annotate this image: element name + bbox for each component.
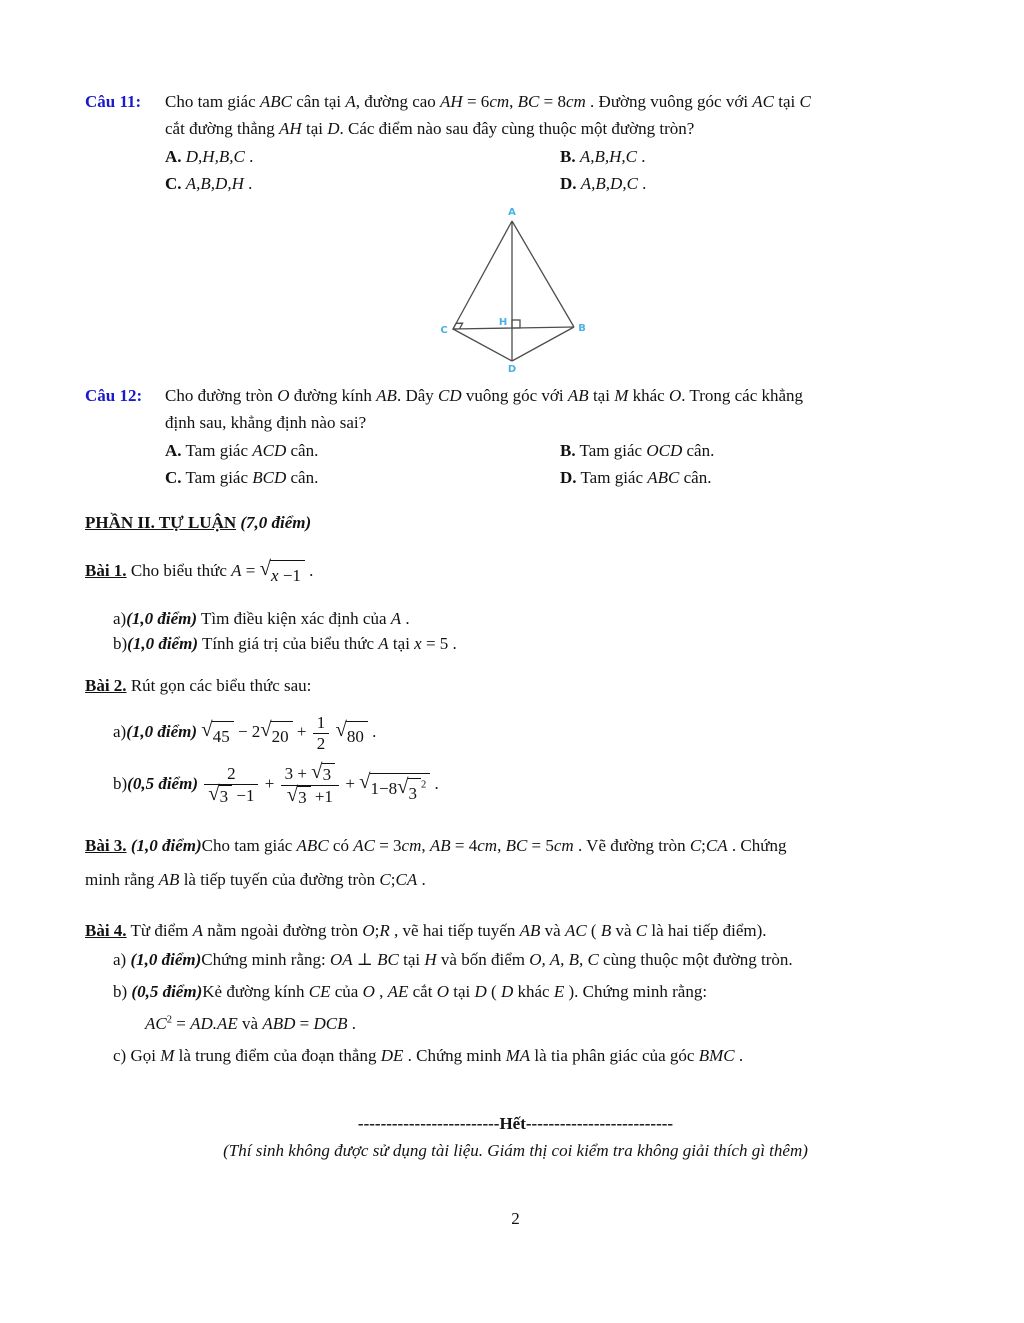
question-12-options <box>165 437 946 491</box>
bai1-items <box>113 606 946 656</box>
question-11-option-c: C. A,B,D,H . <box>165 174 253 193</box>
bai1-item-b: b)(1,0 điểm) Tính giá trị của biểu thức A tại x = 5 . <box>113 634 457 653</box>
question-12 <box>85 382 946 491</box>
question-12-option-b: B. Tam giác OCD cân. <box>560 441 715 460</box>
bai2-title: Bài 2. Rút gọn các biểu thức sau: <box>85 676 312 695</box>
bai1-item-a: a)(1,0 điểm) Tìm điều kiện xác định của A . <box>113 609 410 628</box>
figure-label-a: A <box>508 207 516 218</box>
part2-heading: PHẦN II. TỰ LUẬN (7,0 điểm) <box>85 513 312 532</box>
figure-label-h: H <box>498 317 508 328</box>
page-number: 2 <box>511 1209 520 1229</box>
bai4-title: Bài 4. Từ điểm A nằm ngoài đường tròn O;R , vẽ hai tiếp tuyến AB và AC ( B và C là hai tiếp điểm). <box>85 921 767 941</box>
bai3-line1: Bài 3. (1,0 điểm)Cho tam giác ABC có AC = 3cm, AB = 4cm, BC = 5cm . Vẽ đường tròn C;CA . Chứng <box>85 836 787 856</box>
figure-label-c: C <box>440 325 448 336</box>
question-11-options <box>165 143 946 197</box>
right-angle-mark-h <box>512 320 520 328</box>
triangle-lines <box>453 221 574 361</box>
question-12-option-d: D. Tam giác ABC cân. <box>560 468 712 487</box>
bai4-formula: $AC^2 = AD.AE$ và ABD = DCB . <box>145 1014 356 1034</box>
question-12-body <box>165 382 946 491</box>
bai4-items <box>85 944 946 1072</box>
right-angle-mark-c <box>453 323 463 329</box>
question-11-label: Câu 11: <box>85 92 142 111</box>
question-11-body <box>165 88 946 197</box>
question-11 <box>85 88 946 197</box>
question-12-label: Câu 12: <box>85 386 143 405</box>
bai4-item-c: c) Gọi M là trung điểm của đoạn thẳng DE . Chứng minh MA là tia phân giác của góc BMC . <box>113 1046 744 1066</box>
question-11-stem-line1: Cho tam giác ABC cân tại A, đường cao AH = 6cm, BC = 8cm . Đường vuông góc với AC tại C <box>165 92 811 111</box>
bai2-expression-a: a)(1,0 điểm) √ 45 − 2 √ 20 + $\frac{1}{2}$ √ 80 . <box>113 713 377 753</box>
exam-note: (Thí sinh không được sử dụng tài liệu. Giám thị coi kiểm tra không giải thích gì thêm) <box>223 1141 808 1161</box>
question-11-option-b: B. A,B,H,C . <box>560 147 646 166</box>
question-11-option-a: A. D,H,B,C . <box>165 147 254 166</box>
bai4-item-a: a) (1,0 điểm)Chứng minh rằng: OA ⊥ BC tại H và bốn điểm O, A, B, C cùng thuộc một đường tròn. <box>113 950 793 970</box>
question-11-stem-line2: cắt đường thẳng AH tại D. Các điểm nào sau đây cùng thuộc một đường tròn? <box>165 119 695 138</box>
question-12-stem-line2: định sau, khẳng định nào sai? <box>165 413 367 432</box>
bai3-line2: minh rằng AB là tiếp tuyến của đường tròn C;CA . <box>85 870 426 890</box>
triangle-figure <box>437 203 589 380</box>
end-divider: -------------------------Hết-------------------------- <box>357 1114 674 1134</box>
question-12-option-c: C. Tam giác BCD cân. <box>165 468 319 487</box>
triangle-labels <box>440 207 585 375</box>
triangle-diagram-svg <box>437 203 589 375</box>
bai4-item-b: b) (0,5 điểm)Kẻ đường kính CE của O , AE cắt O tại D ( D khác E ). Chứng minh rằng: <box>113 982 708 1002</box>
question-12-stem-line1: Cho đường tròn O đường kính AB. Dây CD vuông góc với AB tại M khác O. Trong các khẳng <box>165 386 804 405</box>
figure-label-b: B <box>578 323 586 334</box>
question-11-option-d: D. A,B,D,C . <box>560 174 647 193</box>
bai2-expression-b: b)(0,5 điểm) 2 √ 3 −1 + 3 + √ 3 √ 3 +1 + √ 1−8 √ 3 $^2$ . <box>113 761 439 807</box>
bai1-title: Bài 1. Cho biểu thức A = √ x −1 . <box>85 557 946 589</box>
question-12-option-a: A. Tam giác ACD cân. <box>165 441 319 460</box>
figure-label-d: D <box>507 364 517 375</box>
